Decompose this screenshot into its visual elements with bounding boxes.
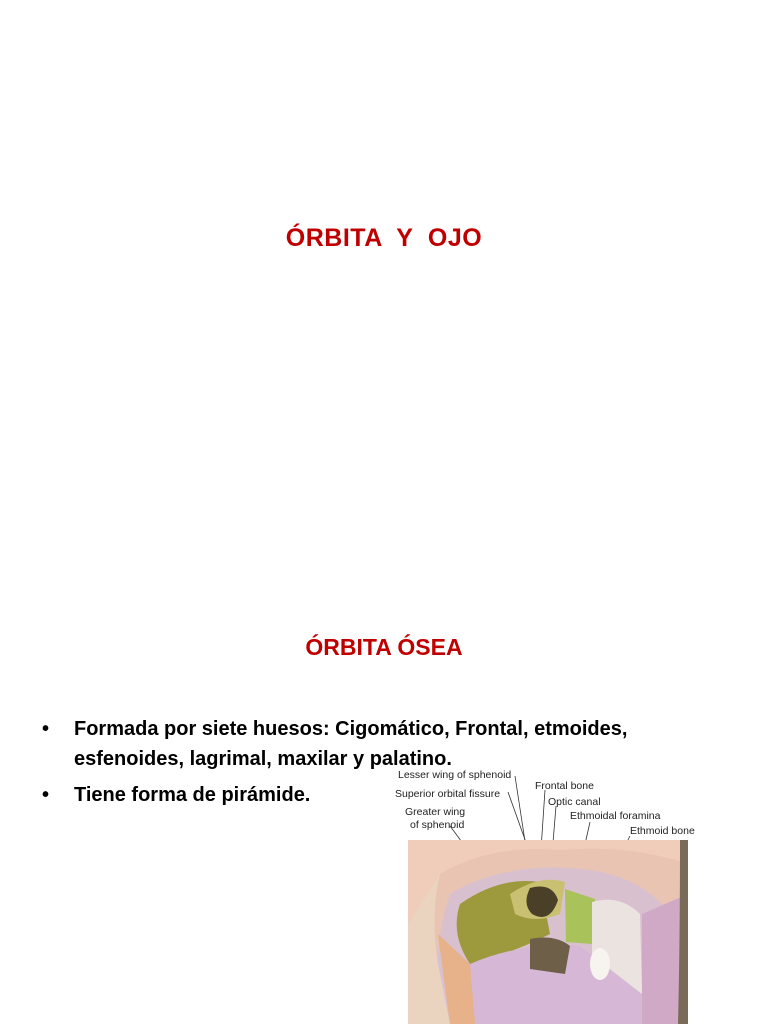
label-ethmoid-bone: Ethmoid bone	[630, 825, 695, 837]
section-title: ÓRBITA ÓSEA	[305, 634, 463, 660]
bullet-item: • Formada por siete huesos: Cigomático, Frontal, etmoides, esfenoides, lagrimal, maxilar y palatino.	[40, 714, 740, 774]
label-greater-wing: Greater wing	[405, 806, 466, 818]
bullet-item: • Tiene forma de pirámide.	[40, 780, 740, 810]
orbit-bones	[408, 840, 688, 1024]
orbit-anatomy-figure	[380, 764, 710, 1024]
label-ethmoidal-foramina: Ethmoidal foramina	[570, 810, 661, 822]
label-greater-wing-sub: of sphenoid	[410, 819, 465, 831]
label-lesser-wing: Lesser wing of sphenoid	[398, 769, 512, 781]
orbit-illustration	[380, 764, 710, 1024]
label-superior-orbital-fissure: Superior orbital fissure	[395, 788, 501, 800]
slide-title: ÓRBITA Y OJO	[285, 224, 483, 252]
label-frontal-bone: Frontal bone	[535, 780, 594, 792]
label-optic-canal: Optic canal	[548, 796, 601, 808]
